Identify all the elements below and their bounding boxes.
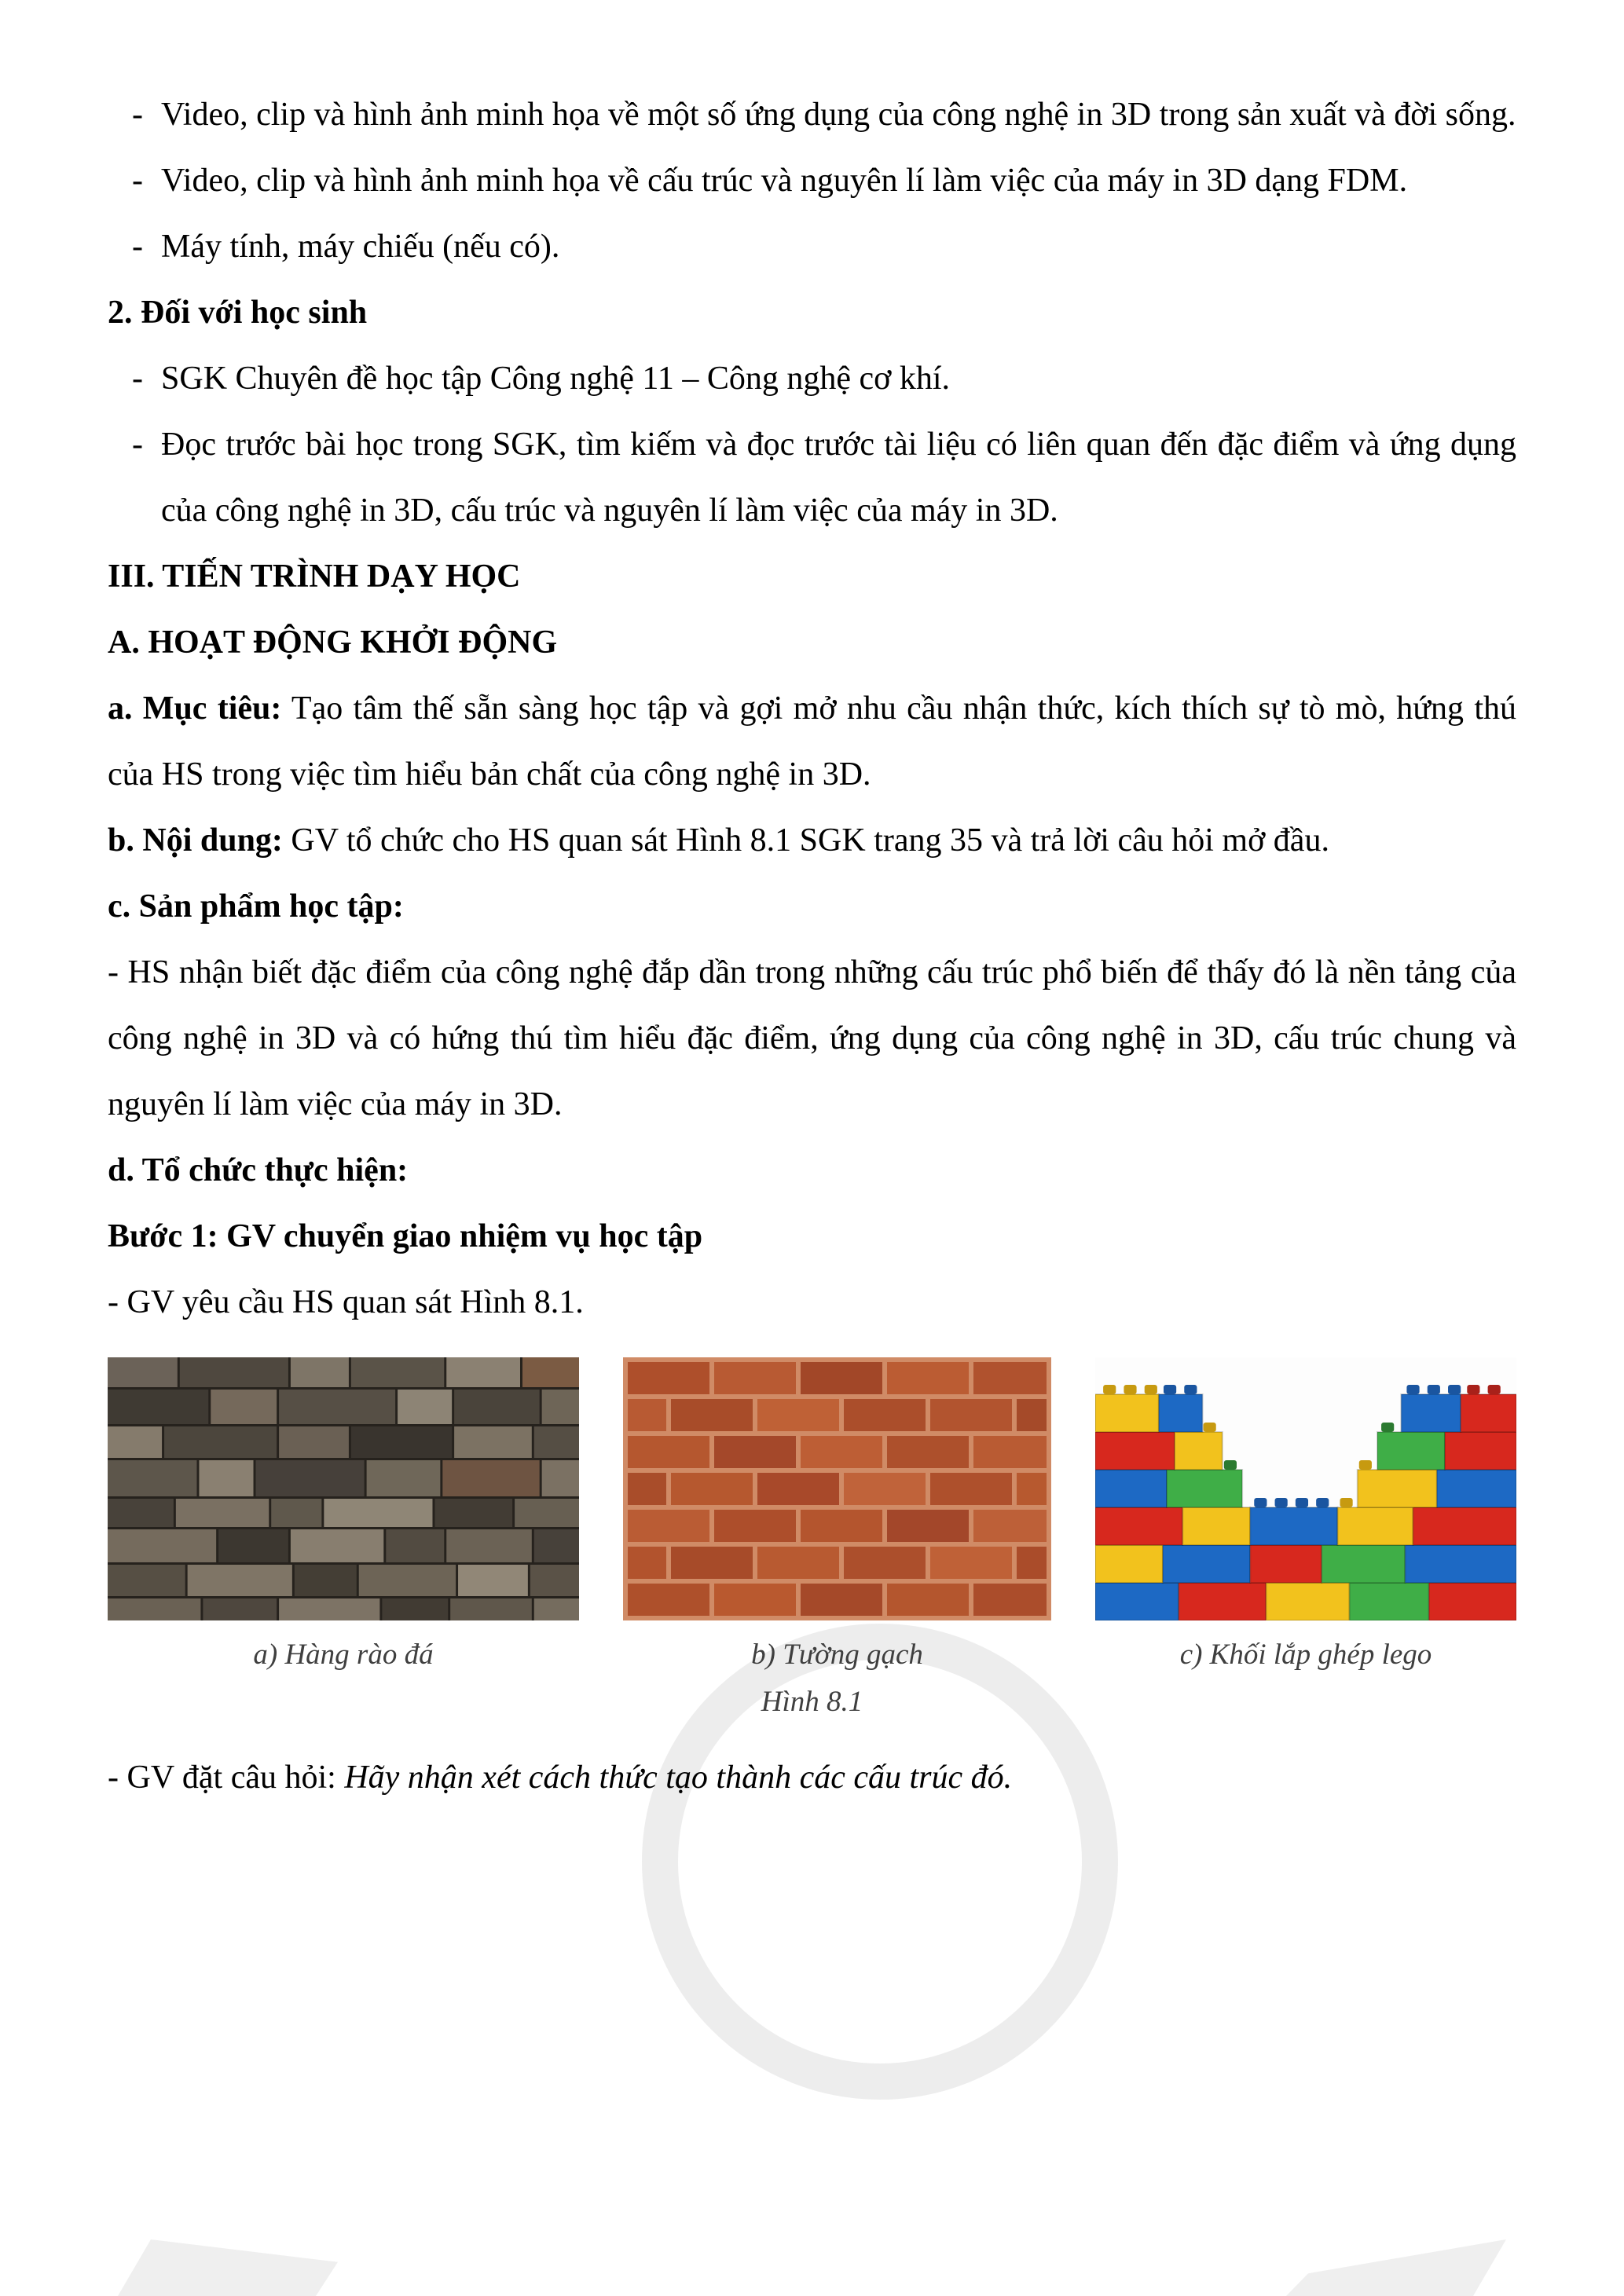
paragraph-san-pham: - HS nhận biết đặc điểm của công nghệ đắp dần trong những cấu trúc phổ biến để thấy đó là nền tảng của công nghệ in 3D và có hứng thú tìm hiểu đặc điểm, ứng dụng của công nghệ in 3D, cấu trúc chung và nguyên lí làm việc của máy in 3D. — [108, 954, 1516, 1122]
bullet-text: Video, clip và hình ảnh minh họa về một số ứng dụng của công nghệ in 3D trong sản xuất và đời sống. — [161, 97, 1516, 133]
bullet-text: Đọc trước bài học trong SGK, tìm kiếm và đọc trước tài liệu có liên quan đến đặc điểm và ứng dụng của công nghệ in 3D, cấu trúc và nguyên lí làm việc của máy in 3D. — [161, 427, 1516, 529]
bullet-item — [108, 82, 1516, 148]
figure-caption: Hình 8.1 — [761, 1686, 863, 1718]
paragraph-muc-tieu — [108, 676, 1516, 807]
muc-tieu-label: a. Mục tiêu: — [108, 690, 282, 727]
paragraph-noi-dung — [108, 807, 1516, 873]
heading-tien-trinh: III. TIẾN TRÌNH DẠY HỌC — [108, 558, 521, 595]
figure-images-row — [108, 1357, 1516, 1620]
heading-to-chuc: d. Tổ chức thực hiện: — [108, 1152, 409, 1188]
paragraph-quan-sat: - GV yêu cầu HS quan sát Hình 8.1. — [108, 1284, 584, 1320]
figure-8-1 — [108, 1357, 1516, 1726]
stone-wall-image — [108, 1357, 579, 1620]
bullet-text: Máy tính, máy chiếu (nếu có). — [161, 229, 560, 265]
figure-label-a: a) Hàng rào đá — [253, 1639, 434, 1671]
bullet-dash: - — [132, 97, 143, 133]
heading-san-pham: c. Sản phẩm học tập: — [108, 888, 404, 925]
bullet-text: Video, clip và hình ảnh minh họa về cấu trúc và nguyên lí làm việc của máy in 3D dạng FDM. — [161, 163, 1408, 199]
heading-buoc-1: Bước 1: GV chuyển giao nhiệm vụ học tập — [108, 1218, 703, 1254]
figure-label-b: b) Tường gạch — [751, 1639, 923, 1671]
heading-students: 2. Đối với học sinh — [108, 295, 368, 331]
lego-blocks-image — [1095, 1357, 1516, 1620]
bullet-item — [108, 214, 1516, 280]
bullet-dash: - — [132, 361, 143, 397]
corner-decoration-left — [118, 2239, 338, 2296]
bullet-dash: - — [132, 163, 143, 199]
paragraph-question — [108, 1745, 1516, 1811]
figure-labels-row — [108, 1631, 1516, 1679]
bullet-dash: - — [132, 427, 143, 463]
bullet-item — [108, 346, 1516, 412]
noi-dung-text: GV tổ chức cho HS quan sát Hình 8.1 SGK trang 35 và trả lời câu hỏi mở đầu. — [282, 822, 1329, 859]
bullet-item — [108, 412, 1516, 544]
question-italic-text: Hãy nhận xét cách thức tạo thành các cấu trúc đó. — [344, 1760, 1013, 1796]
corner-decoration-right — [1286, 2239, 1506, 2296]
noi-dung-label: b. Nội dung: — [108, 822, 283, 859]
bullet-item — [108, 148, 1516, 214]
heading-hoat-dong-khoi-dong: A. HOẠT ĐỘNG KHỞI ĐỘNG — [108, 624, 558, 661]
brick-wall-image — [623, 1357, 1051, 1620]
question-prefix: - GV đặt câu hỏi: — [108, 1760, 345, 1796]
bullet-text: SGK Chuyên đề học tập Công nghệ 11 – Công nghệ cơ khí. — [161, 361, 951, 397]
figure-label-c: c) Khối lắp ghép lego — [1179, 1639, 1432, 1671]
muc-tieu-text: Tạo tâm thế sẵn sàng học tập và gợi mở nhu cầu nhận thức, kích thích sự tò mò, hứng thú của HS trong việc tìm hiểu bản chất của công nghệ in 3D. — [108, 690, 1516, 793]
bullet-dash: - — [132, 229, 143, 265]
